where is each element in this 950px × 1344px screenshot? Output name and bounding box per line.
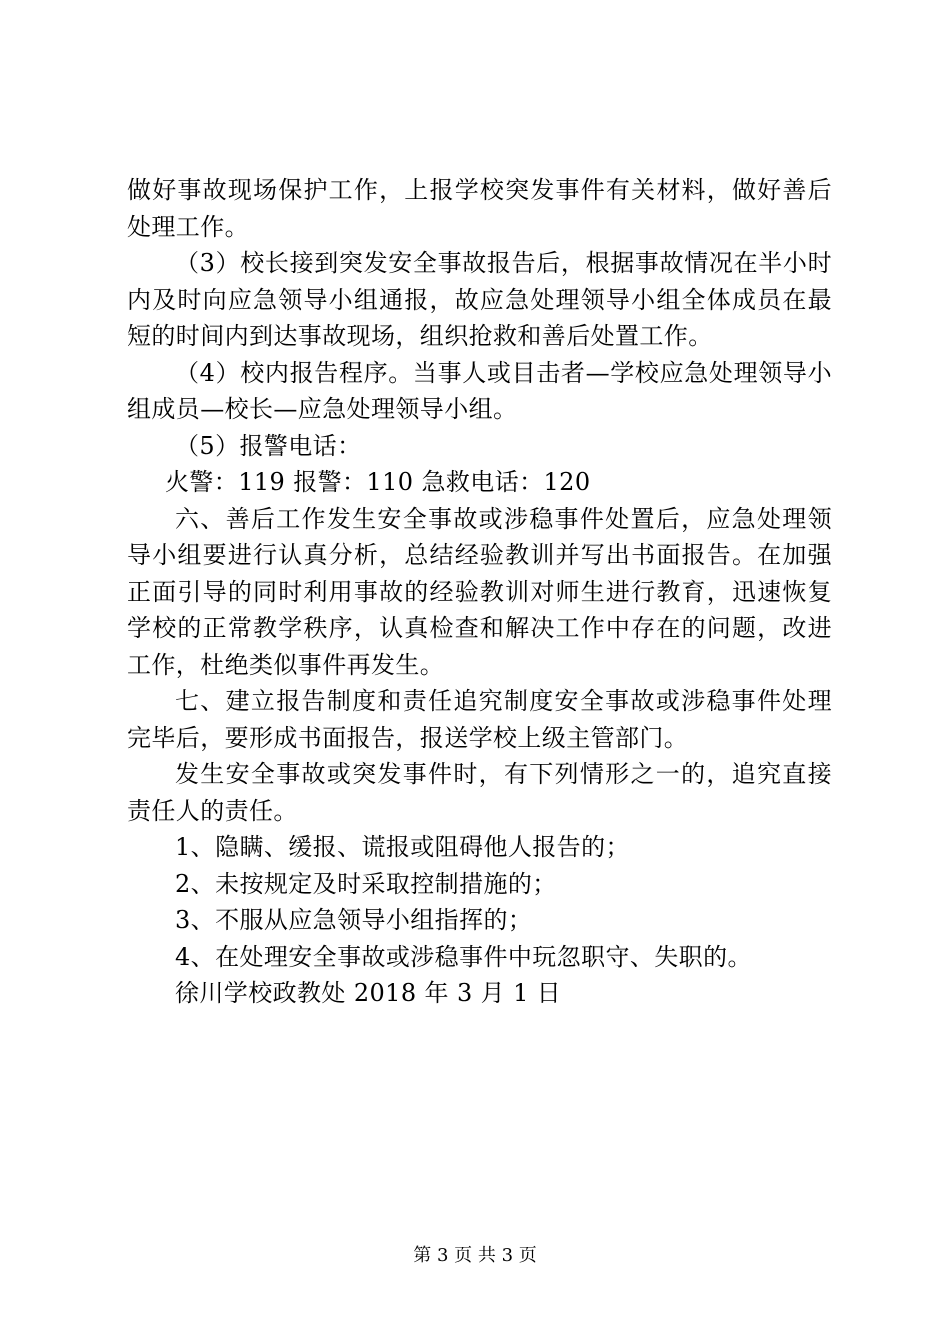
paragraph-emergency-phone-heading: （5）报警电话： xyxy=(175,431,362,460)
list-item: 3、不服从应急领导小组指挥的； xyxy=(175,906,533,934)
page-footer xyxy=(0,1244,950,1268)
signature-date-line: 徐川学校政教处 2018 年 3 月 1 日 xyxy=(175,979,562,1007)
list-item: 2、未按规定及时采取控制措施的； xyxy=(175,869,557,898)
paragraph-emergency-numbers: 火警：119 报警：110 急救电话：120 xyxy=(165,468,591,496)
paragraph-section-seven: 七、建立报告制度和责任追究制度安全事故或涉稳事件处理完毕后，要形成书面报告，报送学校上级主管部门。 xyxy=(127,687,832,752)
paragraph-aftermath-continued: 做好事故现场保护工作，上报学校突发事件有关材料，做好善后处理工作。 xyxy=(127,176,832,241)
paragraph-principal-report: （3）校长接到突发安全事故报告后，根据事故情况在半小时内及时向应急领导小组通报，故应急处理领导小组全体成员在最短的时间内到达事故现场，组织抢救和善后处置工作。 xyxy=(127,249,832,350)
list-item: 1、隐瞒、缓报、谎报或阻碍他人报告的； xyxy=(175,833,630,861)
paragraph-accountability: 发生安全事故或突发事件时，有下列情形之一的，追究直接责任人的责任。 xyxy=(127,760,832,825)
list-item: 4、在处理安全事故或涉稳事件中玩忽职守、失职的。 xyxy=(175,942,752,971)
paragraph-section-six: 六、善后工作发生安全事故或涉稳事件处置后，应急处理领导小组要进行认真分析，总结经验教训并写出书面报告。在加强正面引导的同时利用事故的经验教训对师生进行教育，迅速恢复学校的正常教学秩序，认真检查和解决工作中存在的问题，改进工作，杜绝类似事件再发生。 xyxy=(127,504,832,679)
document-body xyxy=(127,172,832,1012)
page-number-label: 第 3 页 共 3 页 xyxy=(413,1245,537,1266)
paragraph-internal-procedure: （4）校内报告程序。当事人或目击者—学校应急处理领导小组成员—校长—应急处理领导小组。 xyxy=(127,358,832,423)
